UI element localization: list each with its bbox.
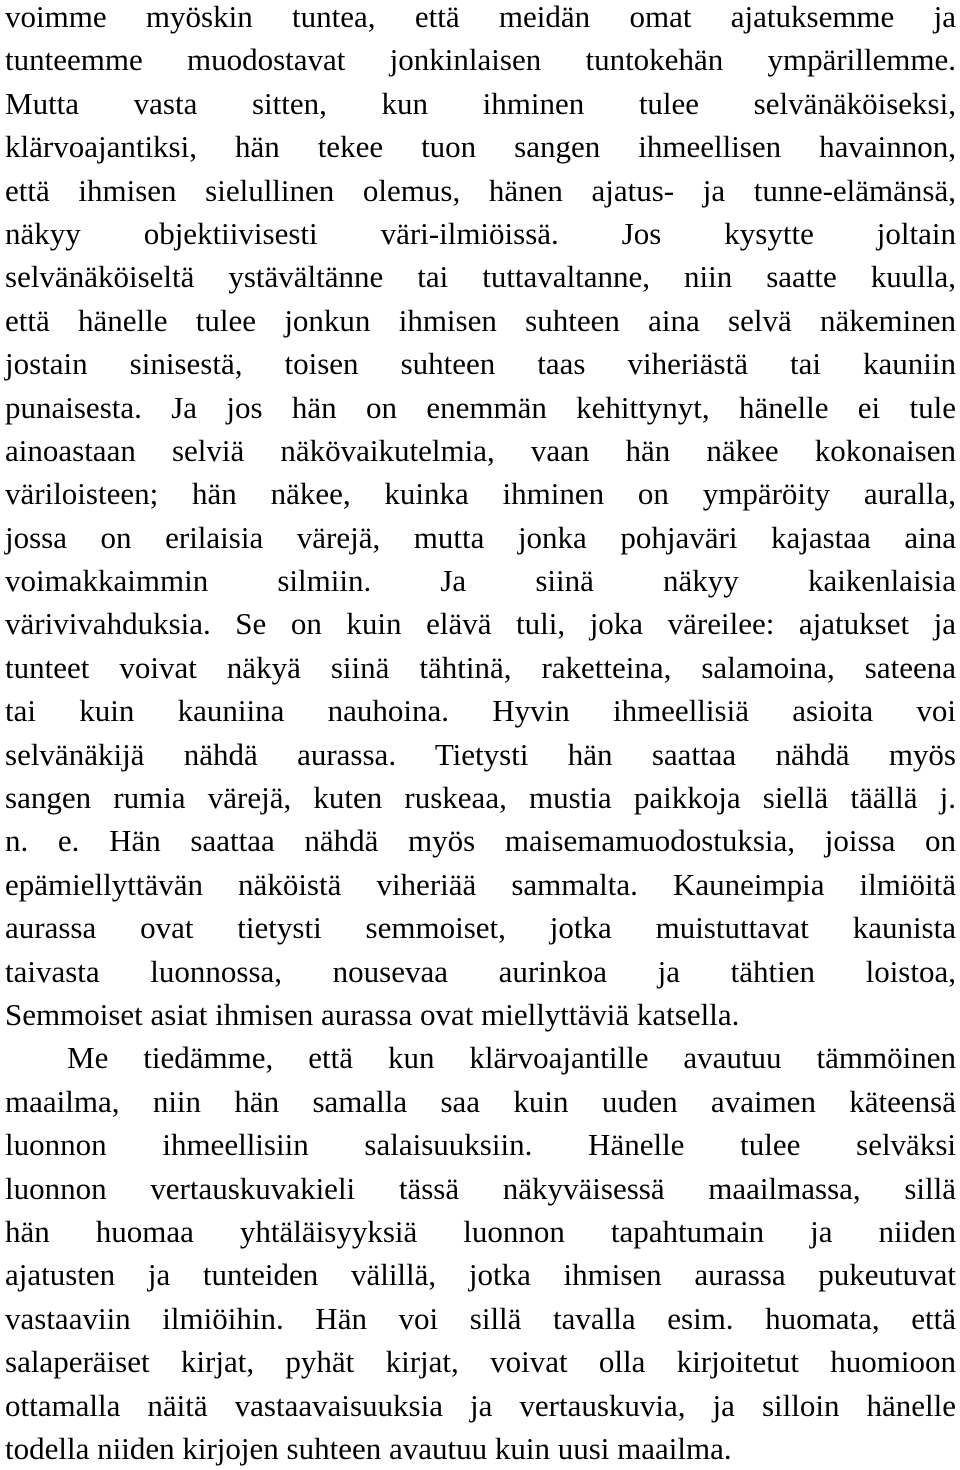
text-line: tai kuin kauniina nauhoina. Hyvin ihmeellisiä asioita voi (5, 693, 956, 729)
text-line: ottamalla näitä vastaavaisuuksia ja vertauskuvia, ja silloin hänelle (5, 1387, 956, 1423)
text-line: punaisesta. Ja jos hän on enemmän kehittynyt, hänelle ei tule (5, 389, 956, 425)
text-line: selvänäköiseltä ystävältänne tai tuttavaltanne, niin saatte kuulla, (5, 259, 956, 295)
text-line: tunteet voivat näkyä siinä tähtinä, raketteina, salamoina, sateena (5, 649, 956, 685)
text-line: klärvoajantiksi, hän tekee tuon sangen ihmeellisen havainnon, (5, 129, 956, 165)
text-line: Semmoiset asiat ihmisen aurassa ovat miellyttäviä katsella. (5, 996, 740, 1032)
text-line: taivasta luonnossa, nousevaa aurinkoa ja tähtien loistoa, (5, 953, 956, 989)
text-line: Me tiedämme, että kun klärvoajantille avautuu tämmöinen (67, 1040, 956, 1076)
text-line: että hänelle tulee jonkun ihmisen suhteen aina selvä näkeminen (5, 302, 956, 338)
text-line: maailma, niin hän samalla saa kuin uuden avaimen käteensä (5, 1083, 956, 1119)
text-line: voimakkaimmin silmiin. Ja siinä näkyy kaikenlaisia (5, 563, 956, 599)
text-line: värivivahduksia. Se on kuin elävä tuli, joka väreilee: ajatukset ja (5, 606, 956, 642)
text-line: että ihmisen sielullinen olemus, hänen ajatus- ja tunne-elämänsä, (5, 172, 956, 208)
text-line: n. e. Hän saattaa nähdä myös maisemamuodostuksia, joissa on (5, 823, 956, 859)
text-line: vastaaviin ilmiöihin. Hän voi sillä tavalla esim. huomata, että (5, 1300, 956, 1336)
text-line: voimme myöskin tuntea, että meidän omat ajatuksemme ja (5, 0, 956, 34)
text-line: epämiellyttävän näköistä viheriää sammalta. Kauneimpia ilmiöitä (5, 866, 956, 902)
text-line: ajatusten ja tunteiden välillä, jotka ihmisen aurassa pukeutuvat (5, 1257, 956, 1293)
text-line: väriloisteen; hän näkee, kuinka ihminen on ympäröity auralla, (5, 476, 956, 512)
paragraph-2 (5, 1036, 956, 1470)
text-line: Mutta vasta sitten, kun ihminen tulee selvänäköiseksi, (5, 85, 956, 121)
text-line: näkyy objektiivisesti väri-ilmiöissä. Jos kysytte joltain (5, 215, 956, 251)
text-line: jossa on erilaisia värejä, mutta jonka pohjaväri kajastaa aina (5, 519, 956, 555)
text-line: selvänäkijä nähdä aurassa. Tietysti hän saattaa nähdä myös (5, 736, 956, 772)
text-line: salaperäiset kirjat, pyhät kirjat, voivat olla kirjoitetut huomioon (5, 1344, 956, 1380)
text-line: ainoastaan selviä näkövaikutelmia, vaan hän näkee kokonaisen (5, 432, 956, 468)
text-line: tunteemme muodostavat jonkinlaisen tuntokehän ympärillemme. (5, 42, 956, 78)
text-line: luonnon vertauskuvakieli tässä näkyväisessä maailmassa, sillä (5, 1170, 956, 1206)
text-line: aurassa ovat tietysti semmoiset, jotka muistuttavat kaunista (5, 910, 956, 946)
text-line: todella niiden kirjojen suhteen avautuu kuin uusi maailma. (5, 1430, 732, 1466)
text-line: luonnon ihmeellisiin salaisuuksiin. Hänelle tulee selväksi (5, 1127, 956, 1163)
text-line: hän huomaa yhtäläisyyksiä luonnon tapahtumain ja niiden (5, 1213, 956, 1249)
text-line: jostain sinisestä, toisen suhteen taas viheriästä tai kauniin (5, 346, 956, 382)
paragraph-1 (5, 0, 956, 1036)
text-line: sangen rumia värejä, kuten ruskeaa, mustia paikkoja siellä täällä j. (5, 780, 956, 816)
